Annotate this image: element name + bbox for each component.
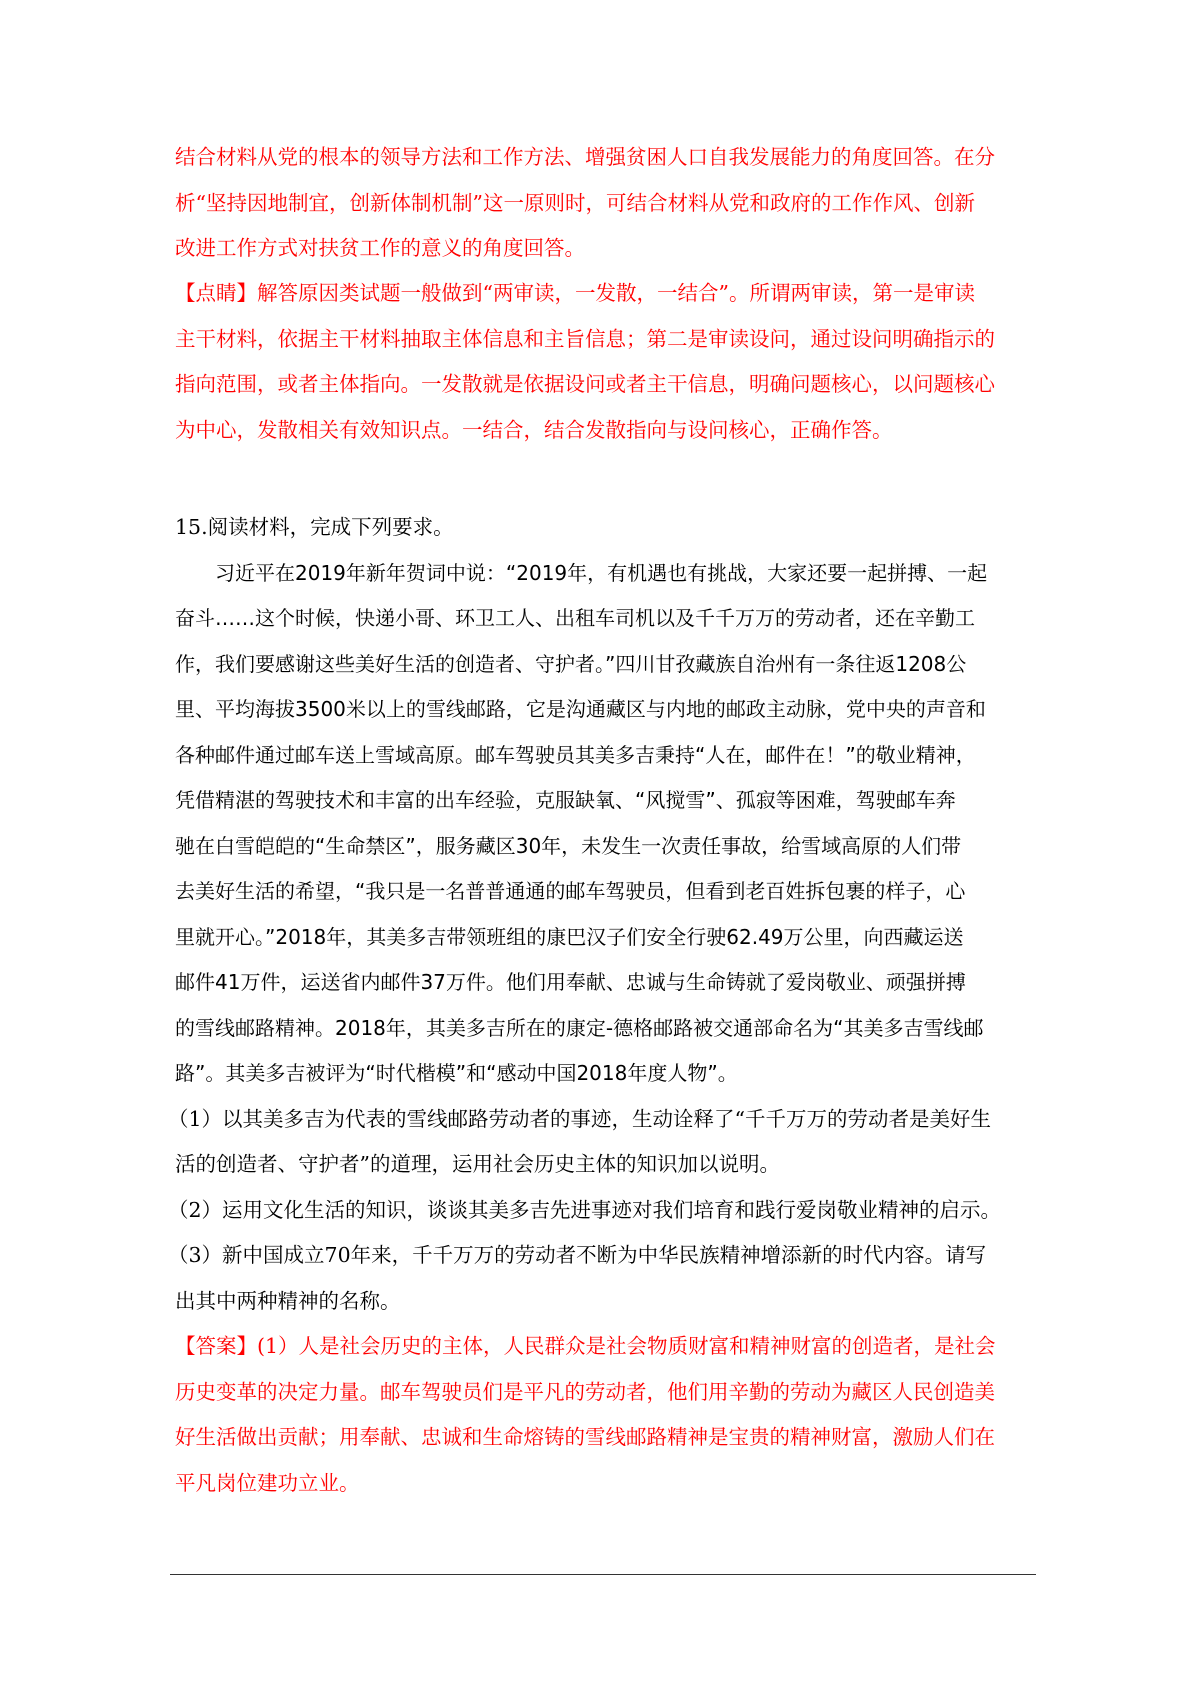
material-line: 作，我们要感谢这些美好生活的创造者、守护者。”四川甘孜藏族自治州有一条往返1208公 [175,652,967,676]
answer-line: 平凡岗位建功立业。 [175,1471,360,1495]
sub-question-2: （2）运用文化生活的知识，谈谈其美多吉先进事迹对我们培育和践行爱岗敬业精神的启示。 [168,1198,1002,1222]
analysis-line: 结合材料从党的根本的领导方法和工作方法、增强贫困人口自我发展能力的角度回答。在分 [175,145,995,169]
sub-question-1: （1）以其美多吉为代表的雪线邮路劳动者的事迹，生动诠释了“千千万万的劳动者是美好生 [168,1107,992,1131]
question-heading: 15.阅读材料，完成下列要求。 [175,515,454,539]
answer-line [175,1331,1035,1361]
material-line: 去美好生活的希望，“我只是一名普普通通的邮车驾驶员，但看到老百姓拆包裹的样子，心 [175,879,966,903]
material-line: 各种邮件通过邮车送上雪域高原。邮车驾驶员其美多吉秉持“人在，邮件在！”的敬业精神， [175,743,976,767]
answer-line: 历史变革的决定力量。邮车驾驶员们是平凡的劳动者，他们用辛勤的劳动为藏区人民创造美 [175,1380,995,1404]
answer-tag: 【答案】 [175,1334,257,1358]
answer-line: 好生活做出贡献；用奉献、忠诚和生命熔铸的雪线邮路精神是宝贵的精神财富，激励人们在 [175,1425,995,1449]
material-line: 凭借精湛的驾驶技术和丰富的出车经验，克服缺氧、“风搅雪”、孤寂等困难，驾驶邮车奔 [175,788,956,812]
analysis-line: 改进工作方式对扶贫工作的意义的角度回答。 [175,236,585,260]
dianjing-line [175,278,1035,308]
footer-divider [170,1574,1036,1575]
material-line: 驰在白雪皑皑的“生命禁区”，服务藏区30年，未发生一次责任事故，给雪域高原的人们带 [175,834,962,858]
dianjing-tag: 【点睛】 [175,281,257,305]
material-line: 里就开心。”2018年，其美多吉带领班组的康巴汉子们安全行驶62.49万公里，向西藏运送 [175,925,964,949]
dianjing-line: 为中心，发散相关有效知识点。一结合，结合发散指向与设问核心，正确作答。 [175,418,893,442]
sub-question-3-cont: 出其中两种精神的名称。 [175,1289,401,1313]
material-line: 邮件41万件，运送省内邮件37万件。他们用奉献、忠诚与生命铸就了爱岗敬业、顽强拼搏 [175,970,966,994]
material-line: 习近平在2019年新年贺词中说：“2019年，有机遇也有挑战，大家还要一起拼搏、一起 [215,561,988,585]
material-line: 路”。其美多吉被评为“时代楷模”和“感动中国2018年度人物”。 [175,1061,738,1085]
answer-text: (1）人是社会历史的主体，人民群众是社会物质财富和精神财富的创造者，是社会 [257,1334,996,1358]
material-line: 的雪线邮路精神。2018年，其美多吉所在的康定-德格邮路被交通部命名为“其美多吉雪线邮 [175,1016,984,1040]
material-line: 奋斗……这个时候，快递小哥、环卫工人、出租车司机以及千千万万的劳动者，还在辛勤工 [175,606,975,630]
dianjing-line: 指向范围，或者主体指向。一发散就是依据设问或者主干信息，明确问题核心，以问题核心 [175,372,995,396]
sub-question-1-cont: 活的创造者、守护者”的道理，运用社会历史主体的知识加以说明。 [175,1152,780,1176]
material-line: 里、平均海拔3500米以上的雪线邮路，它是沟通藏区与内地的邮政主动脉，党中央的声音和 [175,697,986,721]
analysis-line: 析“坚持因地制宜，创新体制机制”这一原则时，可结合材料从党和政府的工作作风、创新 [175,191,975,215]
dianjing-line: 主干材料，依据主干材料抽取主体信息和主旨信息；第二是审读设问，通过设问明确指示的 [175,327,995,351]
dianjing-text: 解答原因类试题一般做到“两审读，一发散，一结合”。所谓两审读，第一是审读 [257,281,975,305]
sub-question-3: （3）新中国成立70年来，千千万万的劳动者不断为中华民族精神增添新的时代内容。请写 [168,1243,987,1267]
